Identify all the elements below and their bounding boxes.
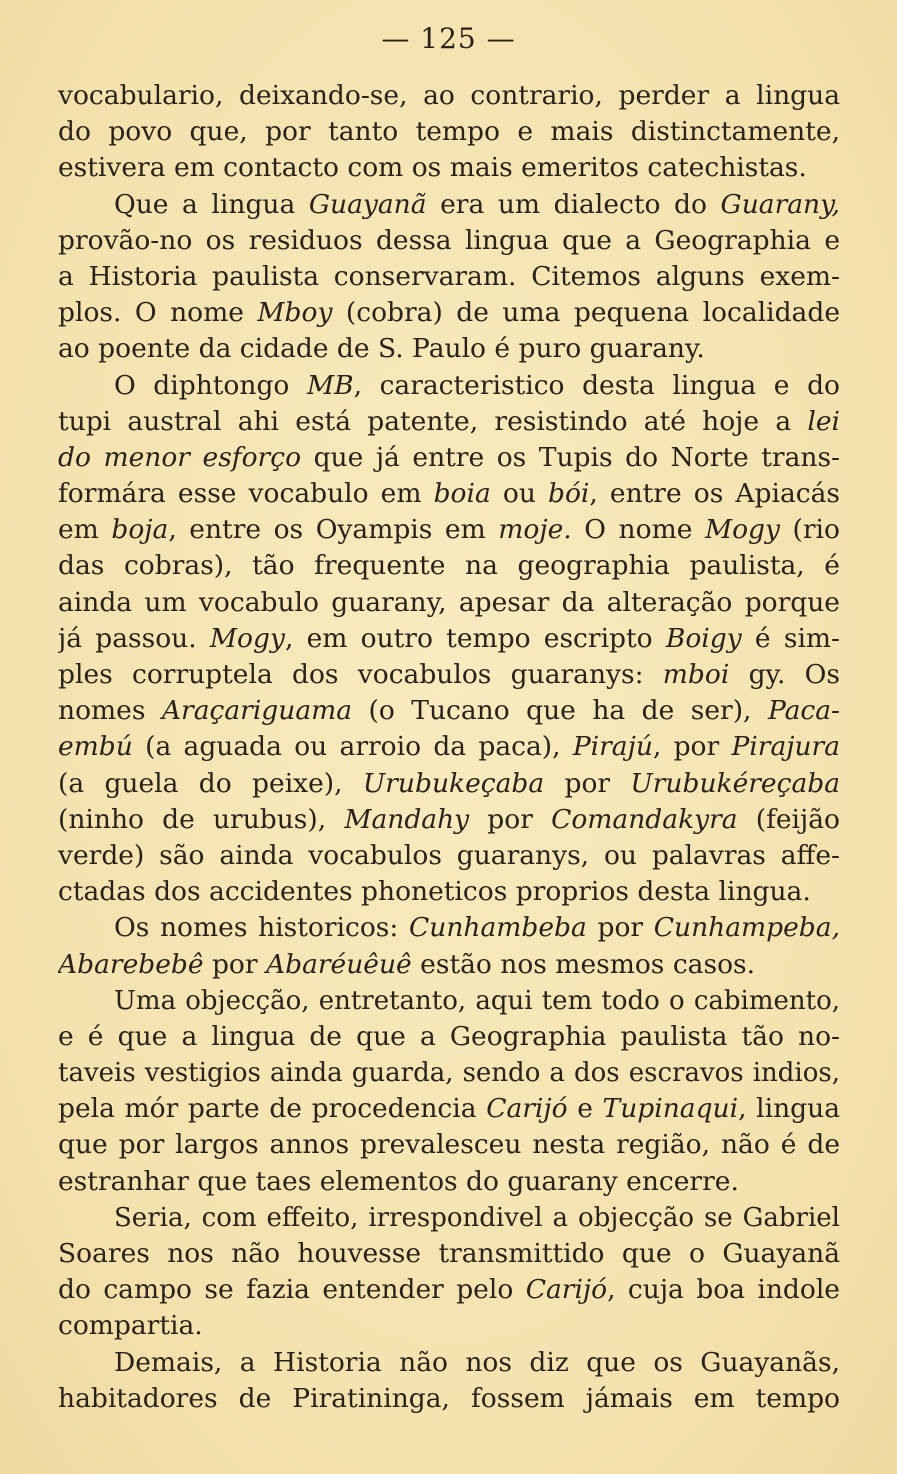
italic-term: Carijó (525, 1274, 608, 1306)
text-segment: O diphtongo (114, 369, 307, 401)
text-segment: O nome (571, 514, 705, 546)
text-segment: compartia. (58, 1310, 203, 1342)
text-segment: que por largos annos prevalesceu nesta região, não é de (58, 1129, 840, 1161)
italic-term: Mogy (704, 514, 780, 546)
text-line (58, 1236, 840, 1272)
italic-term: boia (433, 478, 491, 510)
text-line (58, 368, 840, 404)
text-line (58, 838, 840, 874)
text-segment: Seria, com effeito, irrespondivel a objecção se Gabriel (114, 1202, 840, 1233)
text-segment: estranhar que taes elementos do guarany encerre. (58, 1165, 739, 1197)
text-segment: e (567, 1093, 603, 1125)
text-line (58, 1200, 840, 1236)
text-segment: (feijão (737, 803, 840, 835)
text-segment: (ninho de urubus), (58, 803, 345, 835)
text-line (58, 114, 840, 150)
text-segment: é sim- (741, 622, 840, 654)
text-segment: já passou. (58, 622, 210, 654)
text-segment: plos. O nome (58, 297, 258, 329)
text-segment: , em outro tempo escripto (284, 622, 666, 654)
text-segment: ctadas dos accidentes phoneticos proprios desta lingua. (58, 876, 811, 908)
text-segment: Demais, a Historia não nos diz que os Guayanãs, (114, 1346, 840, 1378)
italic-term: MB (306, 369, 354, 401)
text-segment: , lingua (738, 1093, 840, 1125)
text-segment: habitadores de Piratininga, fossem jámais em tempo (58, 1382, 840, 1414)
text-segment: estão nos mesmos casos. (411, 948, 756, 980)
italic-term: bói (547, 478, 590, 510)
text-line (58, 1055, 840, 1091)
text-segment: Uma objecção, entretanto, aqui tem todo o cabimento, (114, 985, 840, 1016)
text-segment: do campo se fazia entender pelo (58, 1274, 526, 1306)
italic-term: Comandakyra (551, 803, 738, 835)
text-line (58, 729, 840, 765)
italic-term: Paca- (767, 695, 840, 727)
italic-term: Urubukeçaba (362, 767, 545, 799)
italic-term: embú (58, 731, 133, 763)
text-line (58, 1272, 840, 1308)
italic-term: Pirajura (731, 731, 840, 763)
italic-term: Abarebebê (58, 948, 204, 980)
page-number: — 125 — (381, 22, 516, 55)
text-line (58, 910, 840, 946)
italic-term: lei (807, 405, 840, 437)
text-segment: taveis vestigios ainda guarda, sendo a dos escravos indios, (58, 1058, 840, 1089)
text-line (58, 259, 840, 295)
italic-term: boja (111, 514, 169, 546)
text-segment: por (544, 767, 631, 799)
italic-term: Mogy (209, 622, 285, 654)
text-segment: (rio (779, 514, 840, 546)
text-line (58, 766, 840, 802)
text-segment: era um dialecto do (426, 188, 721, 220)
text-line (58, 223, 840, 259)
text-line (58, 404, 840, 440)
text-segment: do povo que, por tanto tempo e mais distinctamente, (58, 116, 840, 148)
italic-term: Araçariguama (161, 695, 353, 727)
text-line (58, 150, 840, 186)
text-line (58, 548, 840, 584)
italic-term: do menor esforço (58, 441, 302, 473)
text-segment: por (203, 948, 266, 980)
italic-term: moje. (498, 514, 572, 546)
text-segment: gy. Os (729, 659, 840, 690)
text-segment: , por (652, 731, 732, 763)
italic-term: Cunhampeba, (653, 912, 840, 944)
italic-term: Cunhambeba (408, 912, 587, 944)
text-segment: e é que a lingua de que a Geographia paulista tão no- (58, 1020, 840, 1052)
text-segment: formára esse vocabulo em (58, 478, 434, 510)
text-segment: , entre os Apiacás (589, 478, 840, 510)
text-line (58, 1019, 840, 1055)
text-segment: tupi austral ahi está patente, resistindo até hoje a (58, 405, 808, 437)
text-segment: ainda um vocabulo guarany, apesar da alteração porque (58, 586, 840, 618)
italic-term: Tupinaqui (602, 1093, 739, 1125)
text-segment: ou (490, 478, 548, 510)
text-segment: pela mór parte de procedencia (58, 1093, 487, 1125)
text-line (58, 585, 840, 621)
text-line (58, 476, 840, 512)
text-segment: nomes (58, 695, 162, 727)
text-segment: por (586, 912, 654, 944)
text-segment: provão-no os residuos dessa lingua que a Geographia e (58, 224, 840, 256)
text-line (58, 1308, 840, 1344)
text-segment: (cobra) de uma pequena localidade (332, 297, 840, 329)
italic-term: Mandahy (344, 803, 470, 835)
text-segment: que já entre os Tupis do Norte trans- (301, 441, 840, 473)
text-line (58, 621, 840, 657)
text-line (58, 440, 840, 476)
italic-term: Mboy (257, 297, 333, 329)
text-segment: (a guela do peixe), (58, 767, 363, 799)
text-segment: estivera em contacto com os mais emeritos catechistas. (58, 152, 807, 184)
text-segment: verde) são ainda vocabulos guaranys, ou palavras affe- (58, 839, 840, 871)
text-line (58, 874, 840, 910)
text-line (58, 512, 840, 548)
text-segment: ples corruptela dos vocabulos guaranys: (58, 659, 663, 690)
italic-term: Urubukéreçaba (630, 767, 840, 799)
text-line (58, 1345, 840, 1381)
text-segment: (a aguada ou arroio da paca), (132, 731, 573, 763)
text-line (58, 983, 840, 1019)
text-line (58, 1091, 840, 1127)
text-line (58, 295, 840, 331)
italic-term: mboi (662, 659, 730, 690)
text-segment: (o Tucano que ha de ser), (352, 695, 768, 727)
text-segment: , cuja boa indole (607, 1274, 840, 1306)
text-segment: Os nomes historicos: (114, 912, 409, 944)
italic-term: Boigy (665, 622, 742, 654)
text-segment: a Historia paulista conservaram. Citemos alguns exem- (58, 260, 840, 292)
text-segment: Soares nos não houvesse transmittido que o Guayanã (58, 1238, 840, 1269)
body-text (58, 78, 840, 1417)
text-segment: Que a lingua (114, 188, 309, 220)
text-segment: , entre os Oyampis em (168, 514, 499, 546)
text-line (58, 657, 840, 693)
text-line (58, 331, 840, 367)
italic-term: Guayanã (308, 188, 427, 220)
text-segment: vocabulario, deixando-se, ao contrario, perder a lingua (58, 80, 840, 111)
text-line (58, 78, 840, 114)
text-segment: por (469, 803, 552, 835)
text-line (58, 187, 840, 223)
text-segment: em (58, 514, 112, 546)
text-line (58, 1127, 840, 1163)
italic-term: Guarany, (720, 188, 840, 220)
text-line (58, 947, 840, 983)
text-line (58, 802, 840, 838)
text-segment: ao poente da cidade de S. Paulo é puro guarany. (58, 333, 705, 365)
text-segment: das cobras), tão frequente na geographia paulista, é (58, 550, 840, 582)
text-segment: , caracteristico desta lingua e do (353, 369, 840, 401)
text-line (58, 1164, 840, 1200)
text-line (58, 693, 840, 729)
italic-term: Pirajú (572, 731, 653, 763)
text-line (58, 1381, 840, 1417)
italic-term: Carijó (486, 1093, 568, 1125)
italic-term: Abaréuêuê (265, 948, 412, 980)
